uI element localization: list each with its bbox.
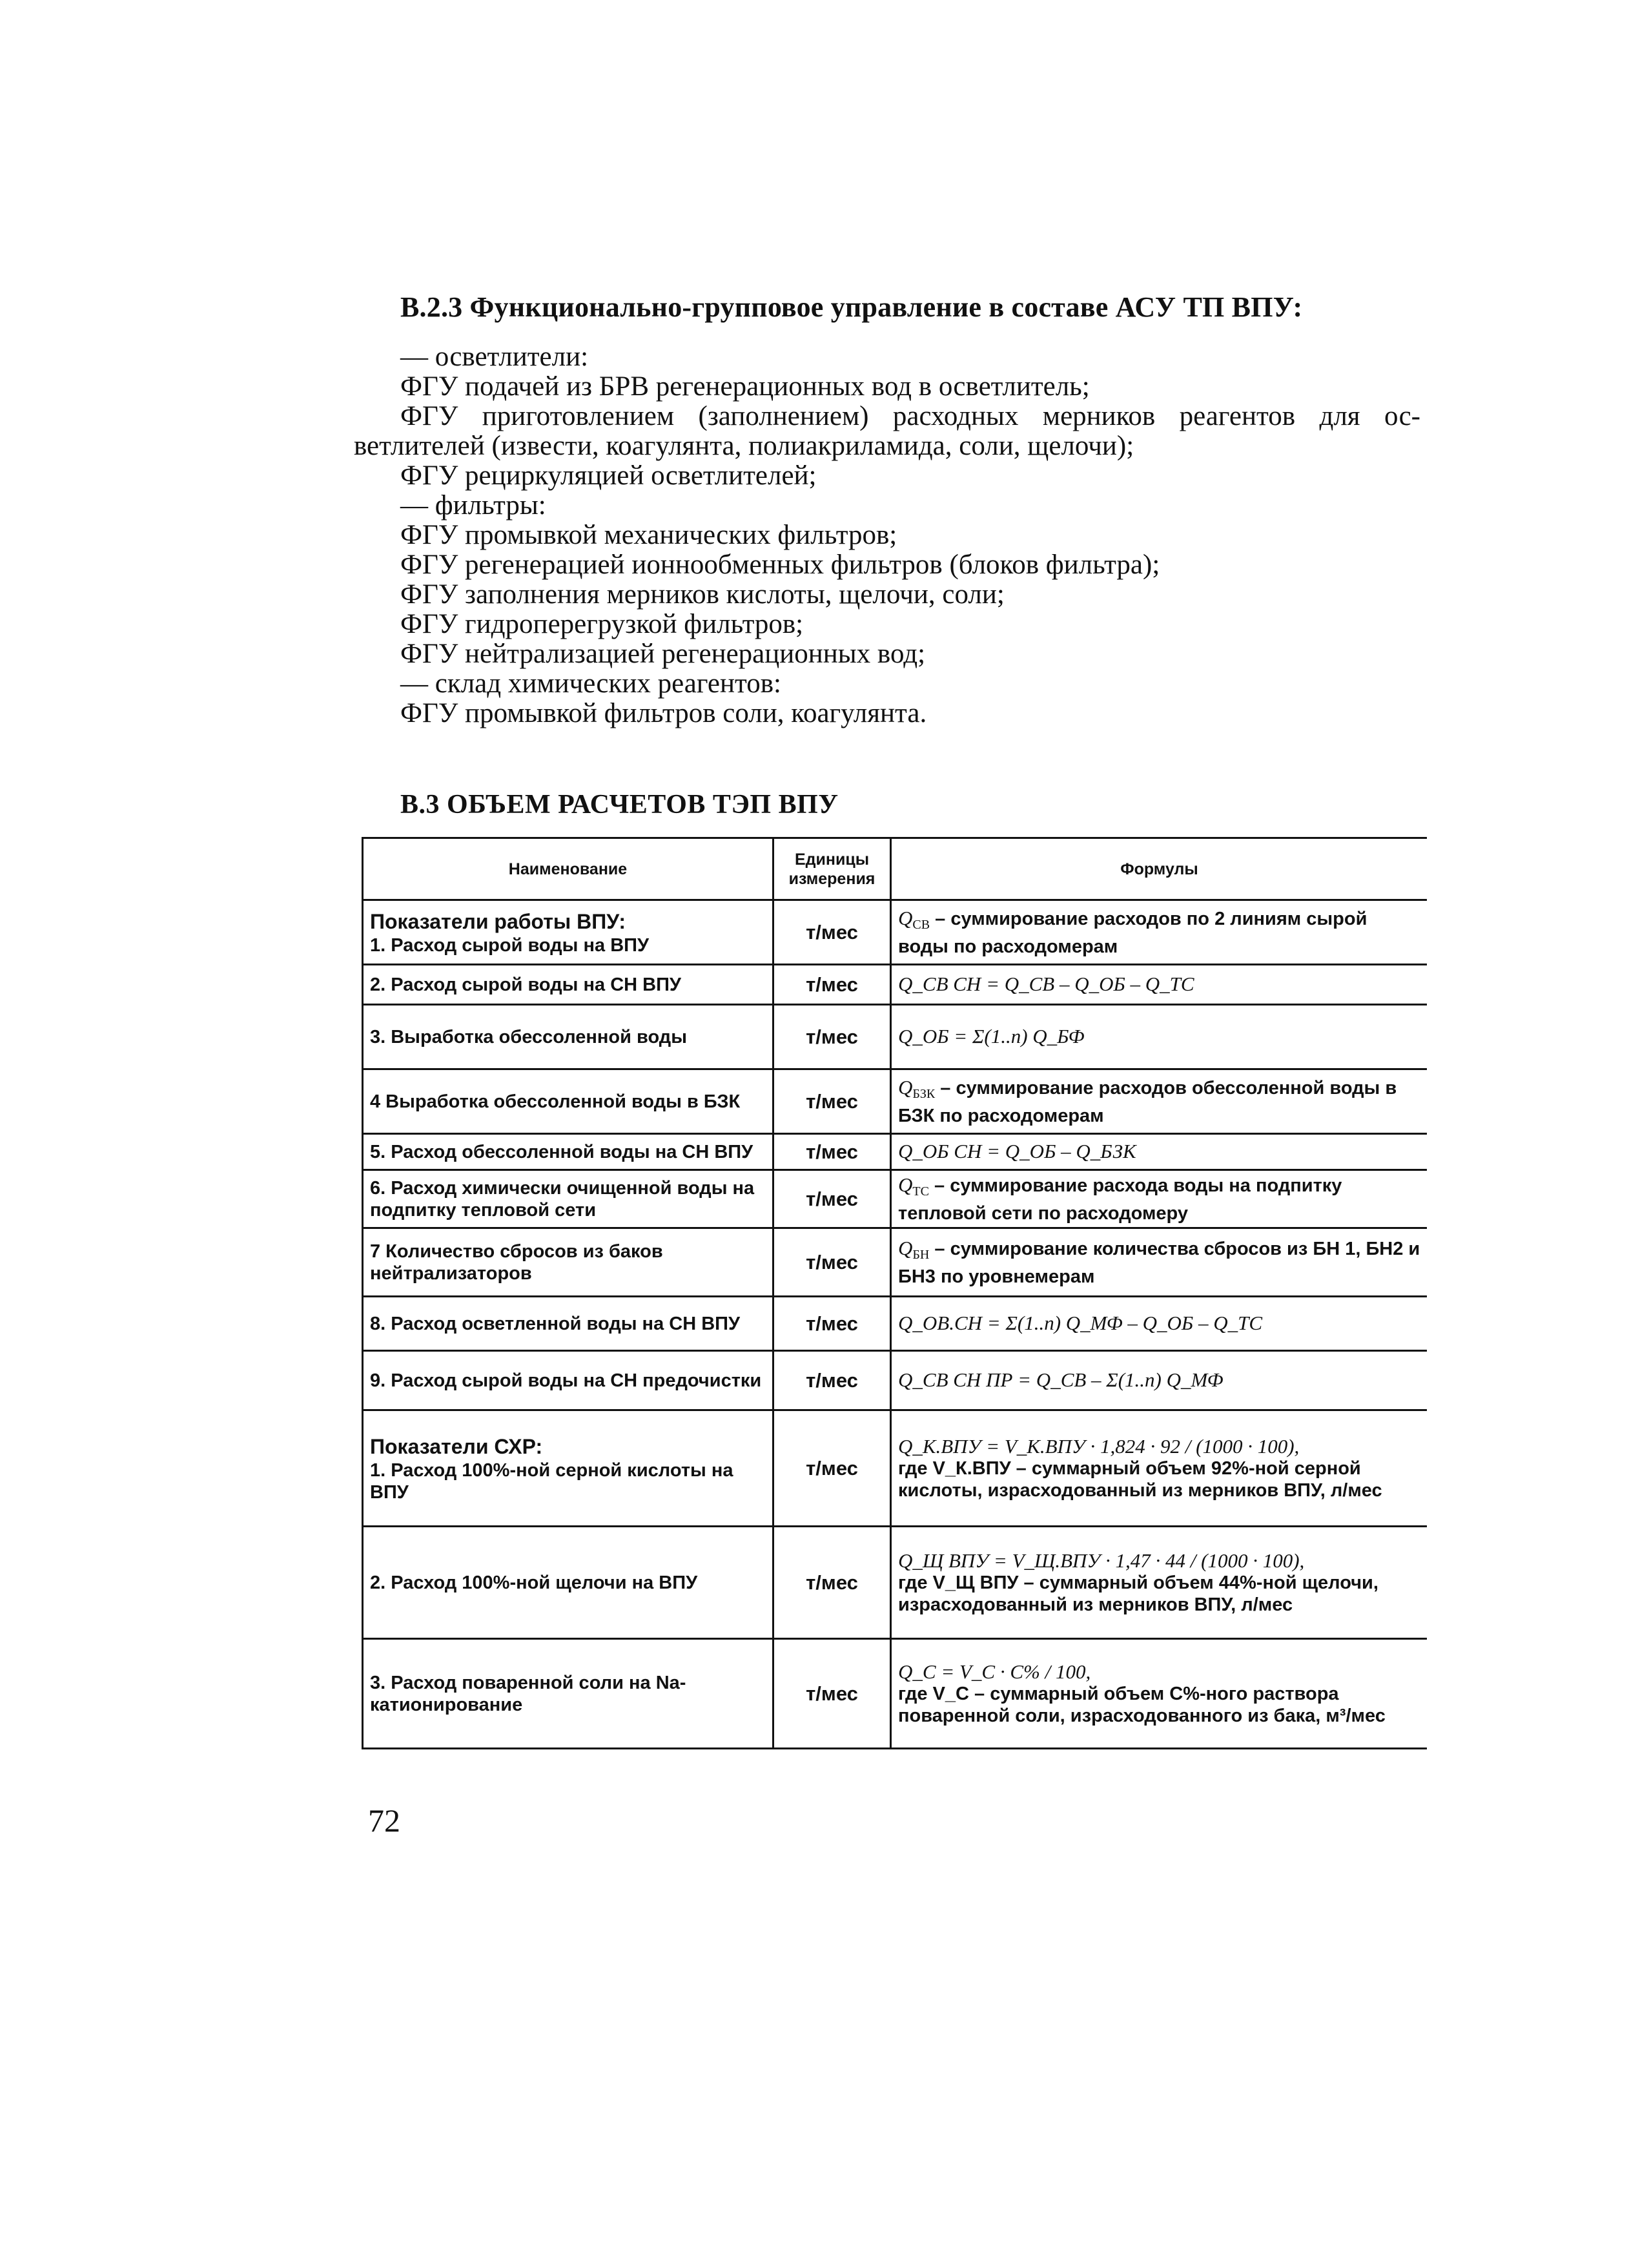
row-name: 8. Расход осветленной воды на СН ВПУ [363, 1297, 773, 1351]
formula-text: Q_СВ СН = Q_СВ – Q_ОБ – Q_ТС [898, 973, 1194, 995]
group-label: Показатели работы ВПУ: [370, 909, 626, 933]
section-heading-b23: B.2.3 Функционально-групповое управление в составе АСУ ТП ВПУ: [400, 291, 1303, 323]
table-row [363, 1639, 1428, 1749]
row-formula [891, 1069, 1428, 1134]
row-name: 1. Расход 100%-ной серной кислоты на ВПУ [370, 1459, 733, 1503]
row-formula [891, 1639, 1428, 1749]
row-name: 2. Расход сырой воды на СН ВПУ [363, 965, 773, 1005]
fgu-list [354, 342, 1420, 728]
formula-symbol: Q [898, 906, 913, 929]
formula-symbol: Q [898, 1236, 913, 1259]
row-formula [891, 1228, 1428, 1297]
list-line: ФГУ приготовлением (заполнением) расходных мерников реагентов для ос- [400, 401, 1420, 431]
row-name: 2. Расход 100%-ной щелочи на ВПУ [363, 1527, 773, 1639]
row-formula [891, 965, 1428, 1005]
table-row [363, 900, 1428, 965]
formula-text: – суммирование расходов по 2 линиям сырой воды по расходомерам [898, 908, 1367, 957]
table-row [363, 1005, 1428, 1069]
col-header-name: Наименование [363, 838, 773, 900]
row-formula [891, 1170, 1428, 1228]
row-unit: т/мес [773, 1410, 891, 1527]
row-formula [891, 1134, 1428, 1170]
row-name: 7 Количество сбросов из баков нейтрализаторов [363, 1228, 773, 1297]
list-line: ФГУ промывкой фильтров соли, коагулянта. [400, 698, 927, 728]
table-row [363, 1351, 1428, 1410]
formula-text: Q_ОБ СН = Q_ОБ – Q_БЗК [898, 1140, 1136, 1162]
formula-text: – суммирование количества сбросов из БН 1, БН2 и БН3 по уровнемерам [898, 1238, 1420, 1287]
row-unit: т/мес [773, 965, 891, 1005]
table-row [363, 1527, 1428, 1639]
row-unit: т/мес [773, 1170, 891, 1228]
table-row [363, 1134, 1428, 1170]
tep-table-wrapper [362, 837, 1427, 1753]
formula-text: Q_ОБ = Σ(1..n) Q_БФ [898, 1025, 1085, 1047]
row-unit: т/мес [773, 1134, 891, 1170]
list-line: ФГУ подачей из БРВ регенерационных вод в осветлитель; [400, 371, 1090, 402]
list-line: ФГУ нейтрализацией регенерационных вод; [400, 639, 926, 669]
formula-text: – суммирование расхода воды на подпитку тепловой сети по расходомеру [898, 1175, 1342, 1224]
list-line: ФГУ рециркуляцией осветлителей; [400, 460, 817, 491]
formula-text: – суммирование расходов обессоленной воды в БЗК по расходомерам [898, 1077, 1397, 1126]
formula-note: где V_Щ ВПУ – суммарный объем 44%-ной щелочи, израсходованный из мерников ВПУ, л/мес [898, 1572, 1378, 1615]
row-name: 3. Выработка обессоленной воды [363, 1005, 773, 1069]
formula-text: Q_С = V_С · С% / 100, [898, 1660, 1091, 1683]
col-header-formula: Формулы [891, 838, 1428, 900]
row-formula [891, 1527, 1428, 1639]
row-name: 6. Расход химически очищенной воды на подпитку тепловой сети [363, 1170, 773, 1228]
formula-symbol: Q [898, 1075, 913, 1098]
formula-subscript: ТС [912, 1184, 929, 1199]
list-line: ФГУ промывкой механических фильтров; [400, 520, 897, 550]
formula-text: Q_К.ВПУ = V_К.ВПУ · 1,824 · 92 / (1000 · 100), [898, 1434, 1300, 1458]
row-unit: т/мес [773, 900, 891, 965]
row-name: 3. Расход поваренной соли на Na-катионирование [363, 1639, 773, 1749]
row-formula [891, 1005, 1428, 1069]
list-line: — осветлители: [400, 342, 589, 372]
list-line: ФГУ регенерацией ионнообменных фильтров (блоков фильтра); [400, 550, 1160, 580]
row-formula [891, 1351, 1428, 1410]
table-row [363, 1410, 1428, 1527]
formula-subscript: БН [912, 1247, 930, 1262]
table-row [363, 1170, 1428, 1228]
formula-note: где V_С – суммарный объем С%-ного раствора поваренной соли, израсходованного из бака, м³/мес [898, 1683, 1386, 1726]
table-row [363, 1228, 1428, 1297]
row-unit: т/мес [773, 1069, 891, 1134]
table-row [363, 965, 1428, 1005]
list-line: ветлителей (извести, коагулянта, полиакриламида, соли, щелочи); [354, 431, 1134, 461]
row-name-cell [363, 900, 773, 965]
section-heading-b3: B.3 ОБЪЕМ РАСЧЕТОВ ТЭП ВПУ [400, 790, 839, 820]
row-formula [891, 900, 1428, 965]
row-unit: т/мес [773, 1639, 891, 1749]
list-line: ФГУ заполнения мерников кислоты, щелочи, соли; [400, 579, 1005, 610]
row-unit: т/мес [773, 1351, 891, 1410]
list-line: — фильтры: [400, 490, 546, 521]
formula-subscript: СВ [912, 917, 930, 932]
row-unit: т/мес [773, 1005, 891, 1069]
row-name: 4 Выработка обессоленной воды в БЗК [363, 1069, 773, 1134]
row-name-cell [363, 1410, 773, 1527]
formula-text: Q_ОВ.СН = Σ(1..n) Q_МФ – Q_ОБ – Q_ТС [898, 1312, 1262, 1334]
row-name: 5. Расход обессоленной воды на СН ВПУ [363, 1134, 773, 1170]
table-row [363, 1069, 1428, 1134]
row-unit: т/мес [773, 1297, 891, 1351]
row-name: 9. Расход сырой воды на СН предочистки [363, 1351, 773, 1410]
row-name: 1. Расход сырой воды на ВПУ [370, 934, 650, 956]
group-label: Показатели СХР: [370, 1434, 543, 1458]
row-unit: т/мес [773, 1228, 891, 1297]
page-number: 72 [368, 1802, 400, 1839]
col-header-unit: Единицы измерения [773, 838, 891, 900]
formula-subscript: БЗК [912, 1086, 936, 1101]
row-unit: т/мес [773, 1527, 891, 1639]
formula-symbol: Q [898, 1173, 913, 1196]
formula-note: где V_К.ВПУ – суммарный объем 92%-ной серной кислоты, израсходованный из мерников ВПУ, л/мес [898, 1458, 1382, 1501]
table-row [363, 1297, 1428, 1351]
tep-table [362, 837, 1427, 1749]
row-formula [891, 1410, 1428, 1527]
formula-text: Q_Щ ВПУ = V_Щ.ВПУ · 1,47 · 44 / (1000 · 100), [898, 1549, 1305, 1572]
table-header-row [363, 838, 1428, 900]
formula-text: Q_СВ СН ПР = Q_СВ – Σ(1..n) Q_МФ [898, 1368, 1224, 1391]
list-line: ФГУ гидроперегрузкой фильтров; [400, 609, 804, 639]
row-formula [891, 1297, 1428, 1351]
list-line: — склад химических реагентов: [400, 668, 781, 699]
